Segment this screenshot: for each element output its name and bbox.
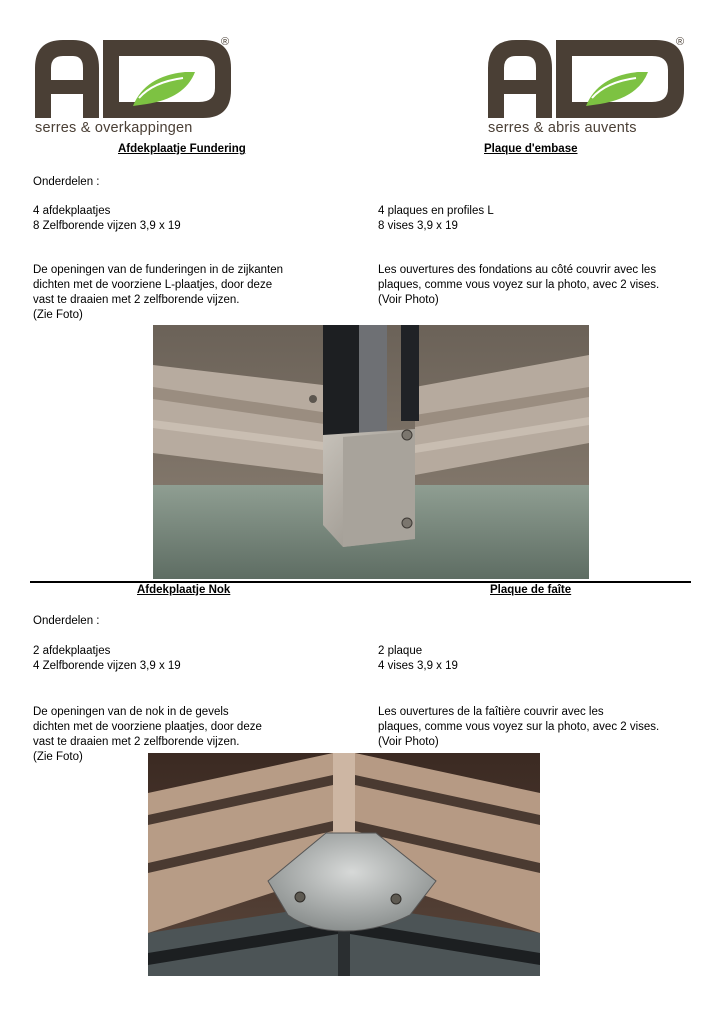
section1-parts-nl: 4 afdekplaatjes 8 Zelfborende vijzen 3,9 x 19 [33,205,181,232]
logo-tagline: serres & abris auvents [488,120,637,136]
section1-instructions-fr: Les ouvertures des fondations au côté couvrir avec les plaques, comme vous voyez sur la photo, avec 2 vises. (Voir Photo) [378,264,660,306]
section2-instructions-nl: De openingen van de nok in de gevels dichten met de voorziene plaatjes, door deze vast te draaien met 2 zelfborende vijzen. (Zie Foto) [33,706,262,763]
section1-instructions-nl: De openingen van de funderingen in de zijkanten dichten met de voorziene L-plaatjes, door deze vast te draaien met 2 zelfborende vijzen. (Zie Foto) [33,264,283,321]
section2-title-fr: Plaque de faîte [490,584,572,596]
section1-parts-fr: 4 plaques en profiles L 8 vises 3,9 x 19 [378,205,494,232]
section-divider [30,581,691,583]
registered-mark: ® [221,36,230,48]
section1-title-fr: Plaque d'embase [484,143,578,155]
registered-mark: ® [676,36,685,48]
section2-parts-fr: 2 plaque 4 vises 3,9 x 19 [378,645,458,672]
section1-title-nl: Afdekplaatje Fundering [118,143,246,155]
logo-tagline: serres & overkappingen [35,120,193,136]
acd-logo-mark [35,38,235,118]
section1-parts-label: Onderdelen : [33,176,100,188]
section2-instructions-fr: Les ouvertures de la faîtière couvrir avec les plaques, comme vous voyez sur la photo, avec 2 vises. (Voir Photo) [378,706,660,748]
section2-parts-label: Onderdelen : [33,615,100,627]
logo-right [488,38,698,138]
logo-left [35,38,245,138]
acd-logo-mark [488,38,688,118]
photo-base-corner [153,325,589,579]
section2-title-nl: Afdekplaatje Nok [137,584,231,596]
section2-parts-nl: 2 afdekplaatjes 4 Zelfborende vijzen 3,9 x 19 [33,645,181,672]
photo-ridge-cap [148,753,540,976]
